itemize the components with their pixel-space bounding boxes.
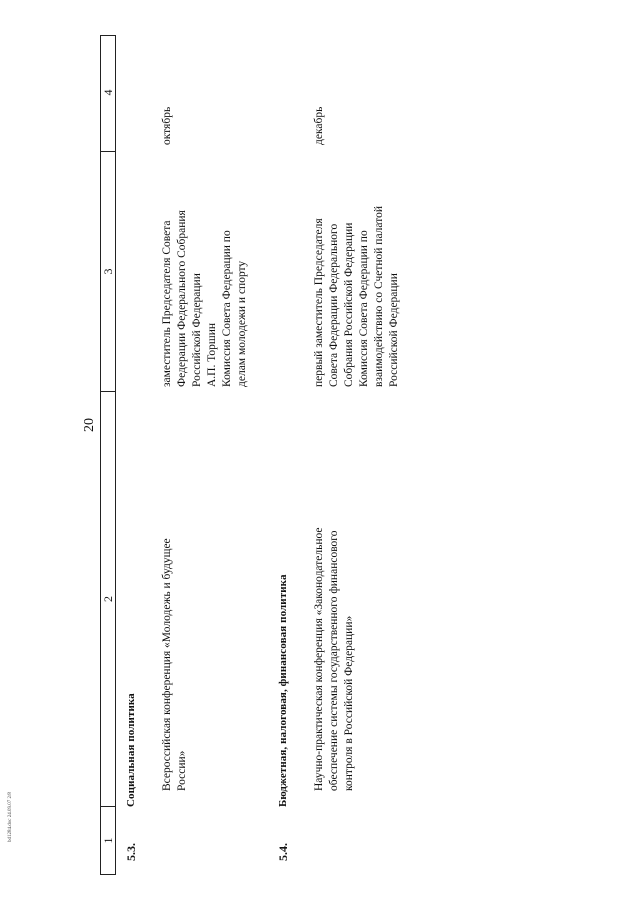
event-description: Научно-практическая конференция «Законодательное обеспечение системы государственного финансового контроля в Российской Федерации» (313, 527, 355, 791)
footer-code: bd1284.doc 24.09.07 2/8 (8, 792, 13, 842)
table-header (100, 35, 116, 875)
event-description: Всероссийская конференция «Молодежь и будущее России» (161, 538, 188, 791)
section-number: 5.3. (124, 843, 138, 861)
rotated-page (82, 35, 552, 875)
column-number: 4 (101, 89, 115, 96)
column-number: 3 (101, 268, 115, 275)
responsible-person: первый заместитель Председателя Совета Федерации Федерального Собрания Российской Федерации Комиссия Совета Федерации по взаимодействию со Счетной палатой Российской Федерации (313, 206, 400, 387)
page-number: 20 (82, 418, 97, 432)
section-title: Бюджетная, налоговая, финансовая политика (277, 574, 289, 807)
column-number: 1 (101, 837, 115, 844)
column-number: 2 (101, 596, 115, 602)
section-number: 5.4. (276, 843, 290, 861)
event-date: декабрь (313, 106, 325, 145)
section-title: Социальная политика (125, 693, 137, 807)
event-date: октябрь (161, 106, 173, 145)
responsible-person: заместитель Председателя Совета Федерации Федерального Собрания Российской Федерации А.П. Торшин Комиссия Совета Федерации по делам молодежи и спорту (161, 210, 248, 387)
